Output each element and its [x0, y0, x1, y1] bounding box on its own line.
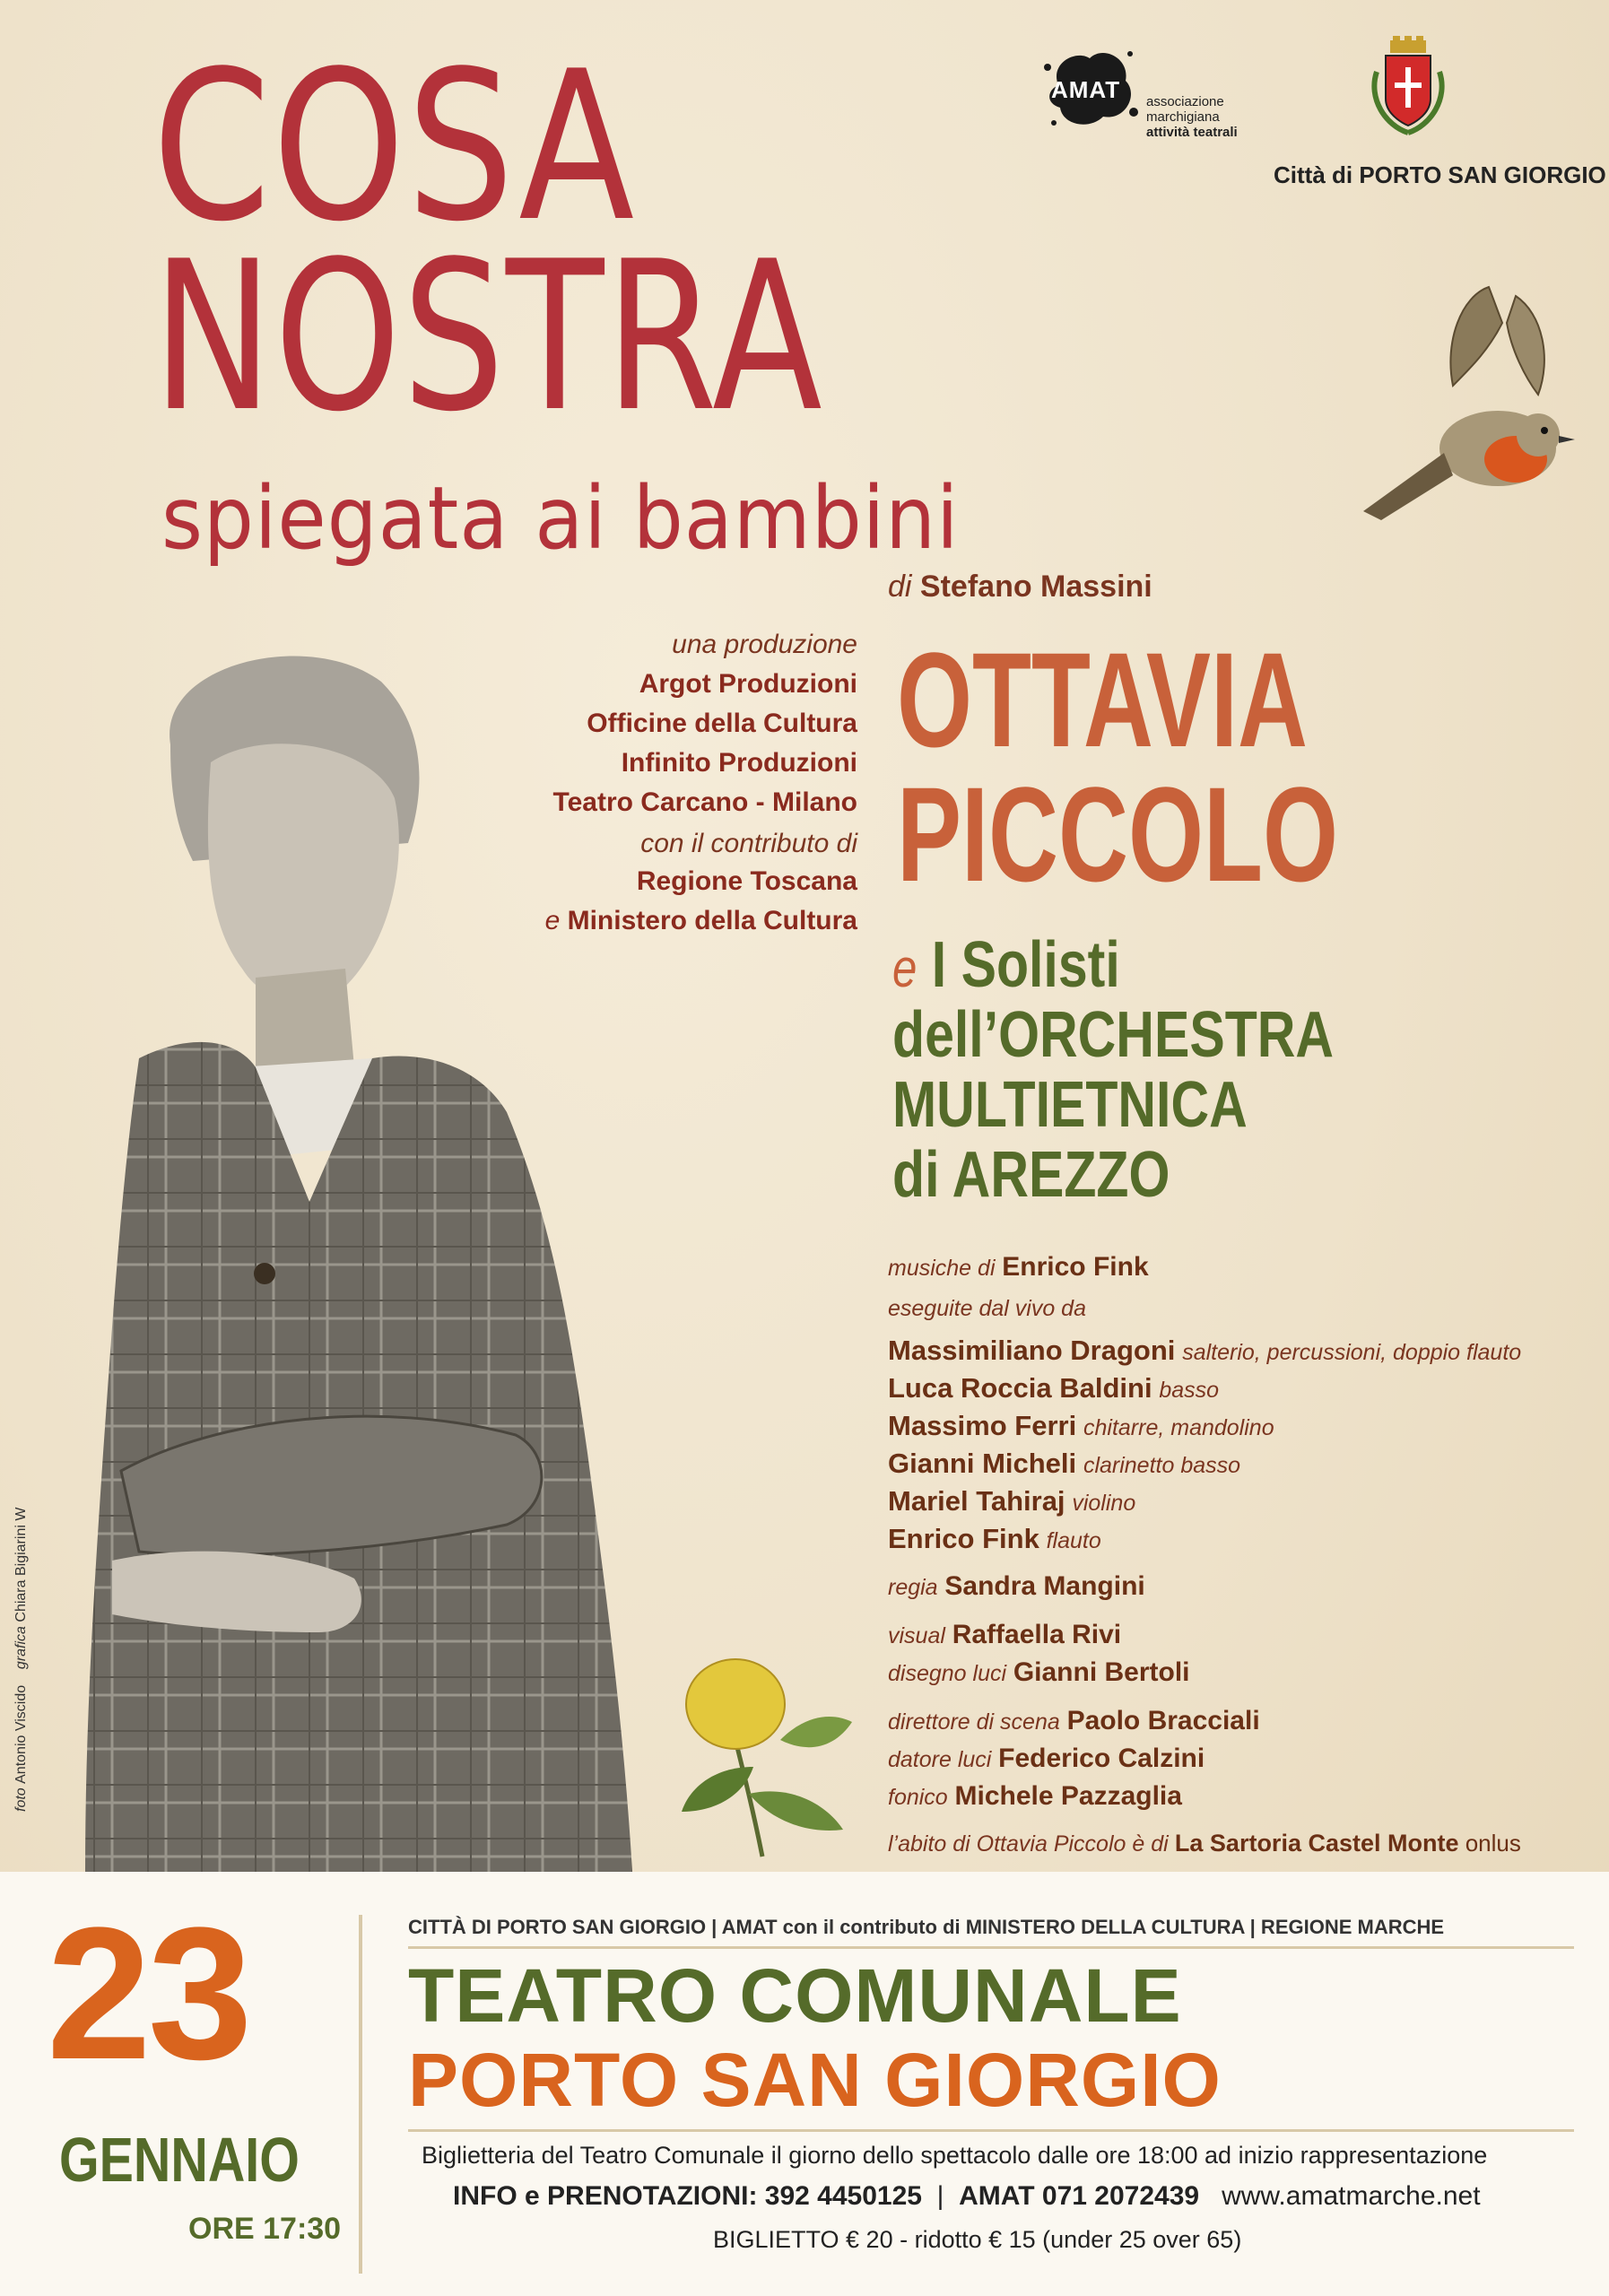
- ensemble-name: I Solisti: [931, 929, 1120, 1001]
- photographer: Antonio Viscido: [13, 1684, 29, 1784]
- event-time: ORE 17:30: [188, 2212, 342, 2246]
- prod-line: Infinito Produzioni: [621, 748, 857, 778]
- actor-last-name: PICCOLO: [897, 759, 1339, 909]
- credit-name: Massimiliano Dragoni: [888, 1335, 1176, 1366]
- credit-name: Luca Roccia Baldini: [888, 1372, 1152, 1404]
- amat-logo: [1040, 40, 1238, 140]
- title-subtitle: spiegata ai bambini: [161, 468, 960, 569]
- credit-instrument: chitarre, mandolino: [1083, 1415, 1274, 1440]
- credit-row: [888, 1523, 1101, 1555]
- title-line-2: NOSTRA: [152, 218, 824, 457]
- credit-row: [888, 1744, 1205, 1774]
- phone-number: 392 4450125: [764, 2181, 922, 2211]
- credit-row: [888, 1252, 1149, 1283]
- venue-city: PORTO SAN GIORGIO: [408, 2038, 1222, 2122]
- credit-instrument: basso: [1159, 1378, 1220, 1403]
- actor-first-name: OTTAVIA: [897, 624, 1308, 775]
- ensemble-line-3: MULTIETNICA: [892, 1069, 1248, 1141]
- venue-name: TEATRO COMUNALE: [408, 1953, 1182, 2038]
- photo-label: foto: [13, 1787, 29, 1812]
- credit-row: [888, 1830, 1521, 1857]
- credit-name: Massimo Ferri: [888, 1410, 1077, 1441]
- ensemble-line-4: di AREZZO: [892, 1139, 1170, 1211]
- author-credit: [888, 570, 1152, 604]
- divider: [408, 2129, 1574, 2132]
- prod-line: Argot Produzioni: [639, 669, 857, 699]
- credit-row: [888, 1571, 1145, 1602]
- ticket-prices: BIGLIETTO € 20 - ridotto € 15 (under 25 over 65): [713, 2226, 1242, 2253]
- credit-row: [888, 1410, 1274, 1442]
- city-name: Città di PORTO SAN GIORGIO: [1274, 161, 1606, 188]
- city-crest-icon: [1359, 36, 1457, 144]
- amat-text-line: marchigiana: [1146, 109, 1220, 125]
- event-month: GENNAIO: [59, 2125, 300, 2195]
- credit-role: fonico: [888, 1785, 948, 1810]
- graphics-label: grafica: [13, 1626, 29, 1670]
- box-office-info: Biglietteria del Teatro Comunale il giorno dello spettacolo dalle ore 18:00 ad inizio rappresentazione: [422, 2142, 1488, 2169]
- credit-instrument: clarinetto basso: [1083, 1453, 1241, 1478]
- credit-row: [888, 1781, 1182, 1812]
- booking-info: INFO e PRENOTAZIONI: 392 4450125 | AMAT 071 2072439 www.amatmarche.net: [453, 2181, 1481, 2211]
- credit-role: l’abito di Ottavia Piccolo è di: [888, 1831, 1169, 1857]
- credit-row: [888, 1620, 1121, 1650]
- credit-role: eseguite dal vivo da: [888, 1296, 1086, 1321]
- credit-role: direttore di scena: [888, 1709, 1060, 1735]
- title-line-1: COSA: [152, 28, 636, 267]
- credit-row: [888, 1372, 1219, 1405]
- organizers-line: CITTÀ DI PORTO SAN GIORGIO | AMAT con il contributo di MINISTERO DELLA CULTURA | REGIONE MARCHE: [408, 1916, 1445, 1938]
- prod-line: Regione Toscana: [636, 866, 857, 896]
- amat-logo-label: AMAT: [1051, 76, 1121, 103]
- credit-role: visual: [888, 1623, 945, 1648]
- robin-bird-icon: [1345, 260, 1596, 547]
- credit-row: [888, 1448, 1240, 1480]
- credit-role: regia: [888, 1575, 938, 1600]
- amat-logo-text: [1146, 94, 1238, 140]
- credit-instrument: salterio, percussioni, doppio flauto: [1182, 1340, 1522, 1365]
- credit-name: Federico Calzini: [998, 1744, 1205, 1773]
- credit-row: [888, 1335, 1521, 1367]
- credit-instrument: flauto: [1046, 1528, 1101, 1553]
- photo-credit: [13, 1507, 30, 1812]
- credit-role: musiche di: [888, 1256, 996, 1281]
- credit-name: Paolo Bracciali: [1066, 1706, 1260, 1735]
- credit-row: [888, 1485, 1135, 1518]
- credit-row: [888, 1293, 1086, 1322]
- credit-role: disegno luci: [888, 1661, 1007, 1686]
- credit-name: Sandra Mangini: [944, 1571, 1145, 1601]
- credit-name: Michele Pazzaglia: [954, 1781, 1182, 1811]
- credit-name: La Sartoria Castel Monte: [1174, 1830, 1459, 1857]
- lemon-branch-icon: [664, 1632, 861, 1866]
- author-name: Stefano Massini: [919, 570, 1152, 604]
- ensemble-connector: e: [892, 938, 918, 998]
- ensemble-line-1: [892, 929, 1120, 1001]
- website-link[interactable]: www.amatmarche.net: [1222, 2181, 1481, 2211]
- ensemble-line-2: dell’ORCHESTRA: [892, 999, 1335, 1071]
- prod-line: Officine della Cultura: [587, 709, 857, 738]
- credit-name: Mariel Tahiraj: [888, 1485, 1065, 1517]
- credit-role: datore luci: [888, 1747, 992, 1772]
- credit-instrument: violino: [1072, 1491, 1136, 1516]
- graphic-designer: Chiara Bigiarini W: [13, 1507, 29, 1622]
- credit-row: [888, 1657, 1190, 1688]
- author-prefix: di: [888, 570, 912, 604]
- credit-name: Gianni Bertoli: [1013, 1657, 1190, 1687]
- amat-text-line: associazione: [1146, 94, 1224, 109]
- amat-text-line: attività teatrali: [1146, 125, 1238, 140]
- prod-line: con il contributo di: [640, 829, 857, 858]
- credit-suffix: onlus: [1465, 1830, 1521, 1857]
- phone-number: 071 2072439: [1041, 2181, 1200, 2211]
- prod-prefix: e: [544, 906, 561, 935]
- divider: [359, 1915, 362, 2274]
- prod-line: Teatro Carcano - Milano: [552, 787, 857, 817]
- credit-row: [888, 1706, 1260, 1736]
- credit-name: Enrico Fink: [888, 1523, 1039, 1554]
- event-day: 23: [47, 1888, 249, 2099]
- amat-label: AMAT: [959, 2181, 1035, 2211]
- credit-name: Gianni Micheli: [888, 1448, 1077, 1479]
- prod-name: Ministero della Cultura: [567, 906, 857, 935]
- divider: [408, 1946, 1574, 1949]
- prod-line: una produzione: [672, 630, 857, 659]
- credit-name: Enrico Fink: [1002, 1252, 1149, 1282]
- booking-label: INFO e PRENOTAZIONI:: [453, 2181, 758, 2211]
- credit-name: Raffaella Rivi: [952, 1620, 1122, 1649]
